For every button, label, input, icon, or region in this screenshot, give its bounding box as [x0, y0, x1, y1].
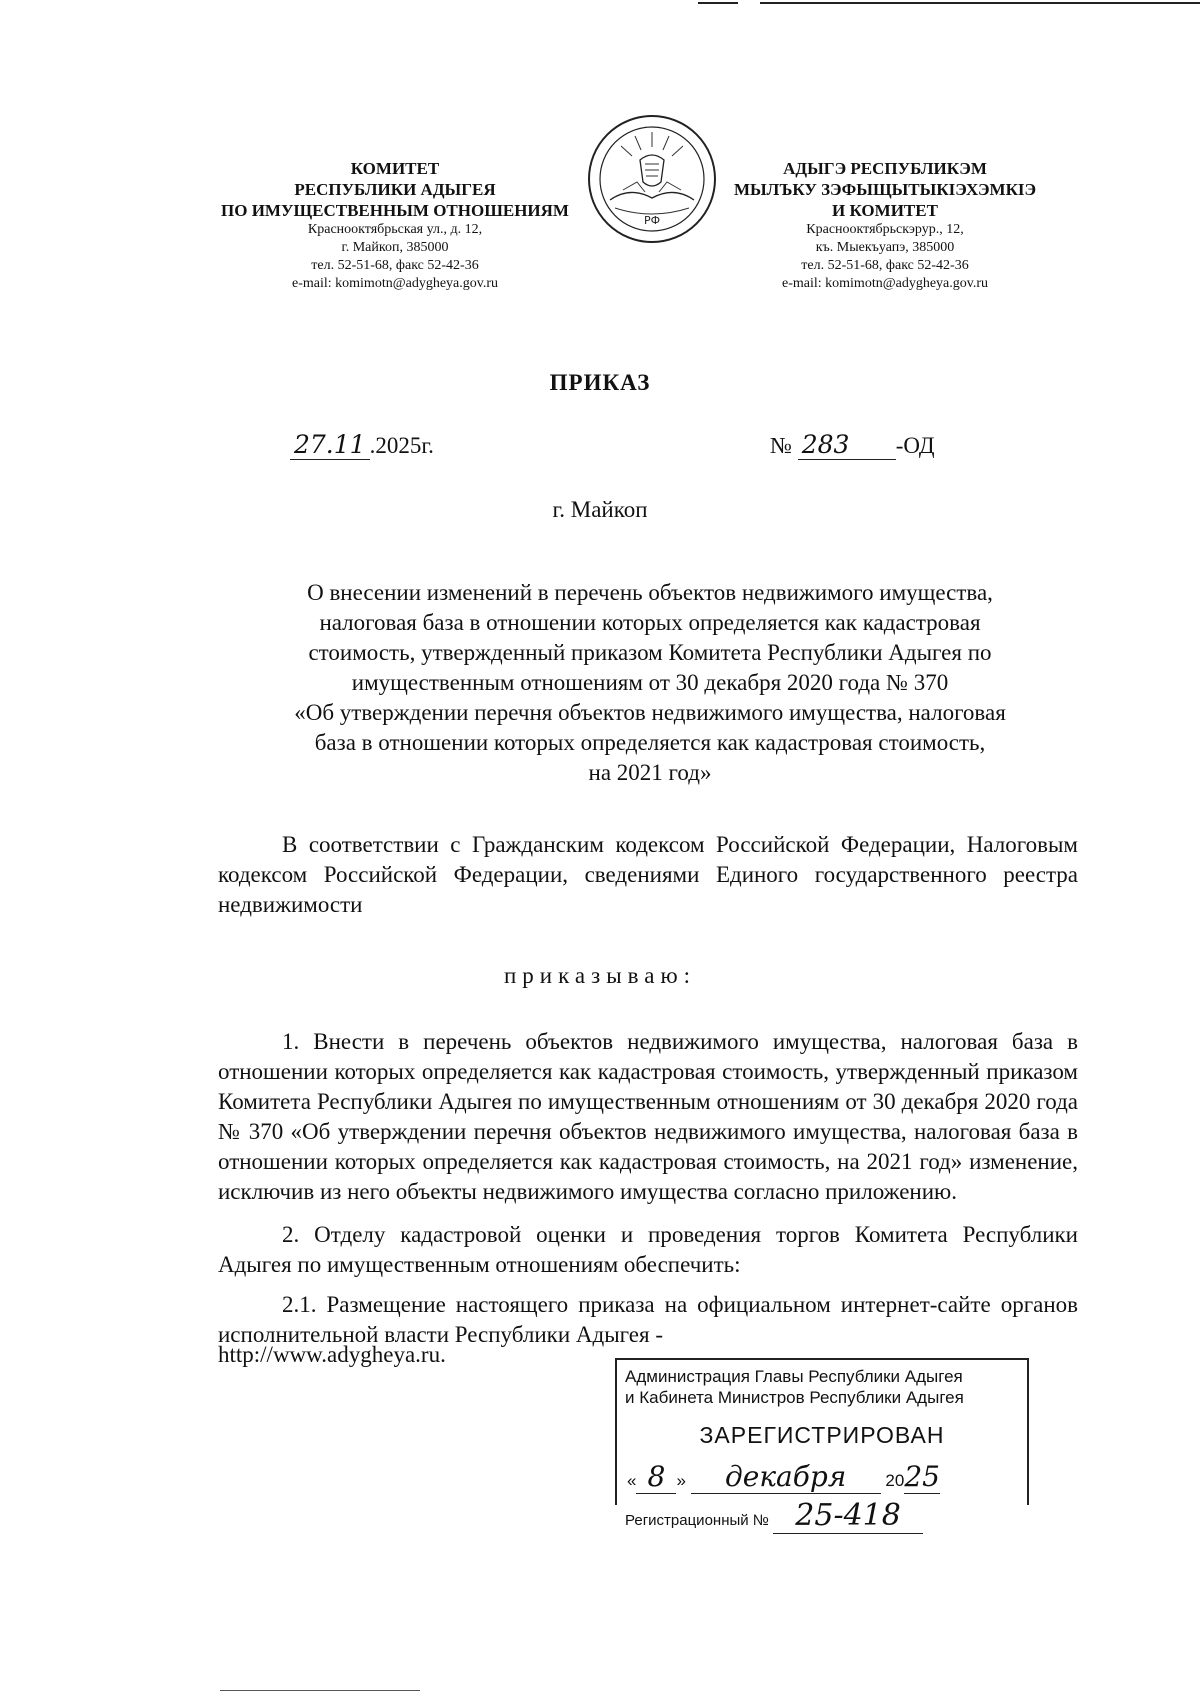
registration-stamp [615, 1358, 1029, 1533]
email-ru: e-mail: komimotn@adygheya.gov.ru [292, 276, 498, 291]
website-url: http://www.adygheya.ru. [218, 1342, 446, 1367]
handwritten-date: 27.11 [290, 430, 370, 460]
order-date [290, 430, 434, 460]
order-word: приказываю: [503, 963, 697, 988]
emblem-text: РФ [643, 214, 661, 227]
address-ady-1: Краснооктябрьскэрур., 12, [806, 222, 964, 237]
stamp-line-1: Администрация Главы Республики Адыгея [625, 1367, 963, 1386]
stamp-registered: ЗАРЕГИСТРИРОВАН [699, 1422, 945, 1448]
top-edge-line [698, 2, 738, 4]
reg-number: 25-418 [773, 1498, 923, 1534]
org-name-ru-2: РЕСПУБЛИКИ АДЫГЕЯ [294, 180, 496, 199]
org-name-ru-1: КОМИТЕТ [350, 159, 440, 178]
quote-close: » [676, 1471, 686, 1490]
stamp-month: декабря [691, 1460, 881, 1494]
address-ru-1: Краснооктябрьская ул., д. 12, [307, 222, 483, 237]
address-ady-2: къ. Мыекъуапэ, 385000 [815, 240, 955, 255]
stamp-year-prefix: 20 [885, 1471, 905, 1490]
subject-line: налоговая база в отношении которых определяется как кадастровая [319, 610, 981, 635]
order-subject [220, 578, 1080, 788]
stamp-day: 8 [636, 1460, 676, 1494]
subject-line: на 2021 год» [588, 760, 712, 785]
city: г. Майкоп [552, 497, 648, 522]
subject-line: стоимость, утвержденный приказом Комитета Республики Адыгея по [308, 640, 992, 665]
header-left [200, 158, 590, 293]
stamp-date-row [627, 1460, 940, 1494]
subject-line: база в отношении которых определяется как кадастровая стоимость, [314, 730, 986, 755]
top-edge-line [760, 2, 1200, 4]
address-ru-2: г. Майкоп, 385000 [341, 240, 449, 255]
order-item-2-1: 2.1. Размещение настоящего приказа на официальном интернет-сайте органов исполнительной власти Республики Адыгея - [218, 1292, 1078, 1347]
bottom-edge-line [220, 1690, 420, 1691]
org-name-ady-3: И КОМИТЕТ [832, 201, 938, 220]
order-item-1: 1. Внести в перечень объектов недвижимого имущества, налоговая база в отношении которых определяется как кадастровая стоимость, утвержденный приказом Комитета Республики Адыгея по имущественным отношениям от 30 декабря 2020 года № 370 «Об утверждении перечня объектов недвижимого имущества, налоговая база в отношении которых определяется как кадастровая стоимость, на 2021 год» изменение, исключив из него объекты недвижимого имущества согласно приложению. [218, 1029, 1078, 1204]
quote-open: « [627, 1471, 637, 1490]
org-name-ru-3: ПО ИМУЩЕСТВЕННЫМ ОТНОШЕНИЯМ [221, 201, 569, 220]
document-title: ПРИКАЗ [549, 370, 651, 395]
order-item-2: 2. Отделу кадастровой оценки и проведения торгов Комитета Республики Адыгея по имущественным отношениям обеспечить: [218, 1222, 1078, 1277]
stamp-year: 25 [904, 1460, 940, 1493]
phone-ady: тел. 52-51-68, факс 52-42-36 [801, 258, 969, 273]
subject-line: имущественным отношениям от 30 декабря 2020 года № 370 [351, 670, 949, 695]
phone-ru: тел. 52-51-68, факс 52-42-36 [311, 258, 479, 273]
org-name-ady-2: МЫЛЪКУ ЗЭФЫЩЫТЫКIЭХЭМКIЭ [733, 180, 1037, 199]
header-right [720, 158, 1050, 293]
reg-label: Регистрационный № [625, 1512, 769, 1529]
preamble: В соответствии с Гражданским кодексом Российской Федерации, Налоговым кодексом Российской Федерации, сведениями Единого государственного реестра недвижимости [218, 832, 1078, 917]
stamp-line-2: и Кабинета Министров Республики Адыгея [625, 1388, 964, 1407]
number-suffix: -ОД [895, 433, 935, 458]
org-name-ady-1: АДЫГЭ РЕСПУБЛИКЭМ [783, 159, 987, 178]
number-sign: № [770, 433, 792, 458]
subject-line: О внесении изменений в перечень объектов недвижимого имущества, [307, 580, 993, 605]
subject-line: «Об утверждении перечня объектов недвижимого имущества, налоговая [294, 700, 1006, 725]
email-ady: e-mail: komimotn@adygheya.gov.ru [782, 276, 988, 291]
stamp-reg-row [625, 1498, 923, 1534]
republic-emblem-icon [585, 112, 720, 247]
order-number [770, 430, 935, 460]
handwritten-number: 283 [798, 430, 896, 460]
date-year: .2025г. [369, 433, 434, 458]
